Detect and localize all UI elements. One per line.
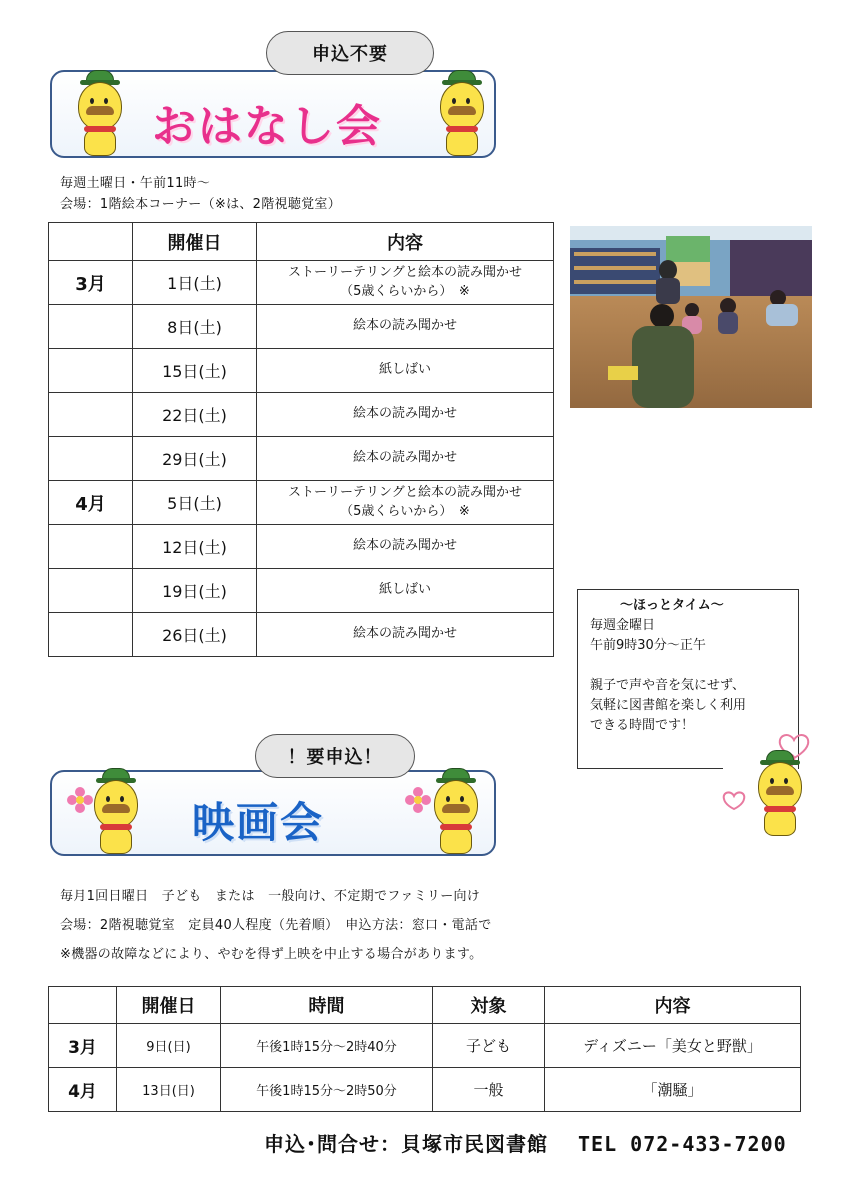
header-month <box>49 987 117 1024</box>
row-month <box>49 393 133 437</box>
row-date: 8日(土) <box>133 305 257 349</box>
mascot-eiga-left-icon <box>88 768 144 858</box>
eiga-table <box>48 986 801 1112</box>
row-month: 3月 <box>49 1024 117 1068</box>
row-date: 5日(土) <box>133 481 257 525</box>
row-content <box>257 261 554 305</box>
row-time: 午後1時15分～2時40分 <box>221 1024 433 1068</box>
row-content: ディズニー「美女と野獣」 <box>545 1024 801 1068</box>
row-content: 紙しばい <box>257 349 554 393</box>
ohanashi-info <box>60 174 341 216</box>
row-date: 12日(土) <box>133 525 257 569</box>
row-date: 9日(日) <box>117 1024 221 1068</box>
hot-time-title: ～ほっとタイム～ <box>620 598 724 613</box>
table-row <box>49 481 554 525</box>
row-content: 絵本の読み聞かせ <box>257 437 554 481</box>
eiga-title: 映画会 <box>192 798 325 847</box>
row-month <box>49 305 133 349</box>
mascot-right-icon <box>434 70 490 160</box>
table-header-row <box>49 987 801 1024</box>
storytelling-photo <box>570 226 812 408</box>
row-date: 13日(日) <box>117 1068 221 1112</box>
hot-time-desc-3: できる時間です！ <box>590 718 695 733</box>
table-row <box>49 349 554 393</box>
row-date: 1日(土) <box>133 261 257 305</box>
table-row <box>49 393 554 437</box>
row-content: 絵本の読み聞かせ <box>257 525 554 569</box>
contact-footer <box>264 1128 787 1157</box>
row-target: 一般 <box>433 1068 545 1112</box>
table-row <box>49 613 554 657</box>
header-content: 内容 <box>545 987 801 1024</box>
ohanashi-schedule: 毎週土曜日・午前11時～ <box>60 176 211 191</box>
row-target: 子ども <box>433 1024 545 1068</box>
row-date: 26日(土) <box>133 613 257 657</box>
ohanashi-banner <box>50 70 496 158</box>
row-date: 19日(土) <box>133 569 257 613</box>
hot-time-day: 毎週金曜日 <box>590 618 656 633</box>
row-time: 午後1時15分～2時50分 <box>221 1068 433 1112</box>
no-application-badge: 申込不要 <box>266 31 434 75</box>
row-month: 4月 <box>49 481 133 525</box>
row-date: 29日(土) <box>133 437 257 481</box>
mascot-eiga-right-icon <box>428 768 484 858</box>
header-date: 開催日 <box>133 223 257 261</box>
table-row <box>49 525 554 569</box>
eiga-banner <box>50 770 496 856</box>
row-month <box>49 437 133 481</box>
content-sub: （5歳くらいから） ※ <box>340 503 470 519</box>
phone-number: TEL 072-433-7200 <box>578 1132 787 1156</box>
row-month <box>49 349 133 393</box>
eiga-line-1: 毎月1回日曜日 子ども または 一般向け、不定期でファミリー向け <box>60 889 481 904</box>
hot-time-desc-2: 気軽に図書館を楽しく利用 <box>590 698 747 713</box>
row-content: 絵本の読み聞かせ <box>257 305 554 349</box>
content-main: ストーリーテリングと絵本の読み聞かせ <box>287 484 522 500</box>
row-month <box>49 569 133 613</box>
row-date: 15日(土) <box>133 349 257 393</box>
mascot-left-icon <box>72 70 128 160</box>
row-month <box>49 613 133 657</box>
row-content <box>257 481 554 525</box>
contact-label: 申込･問合せ：貝塚市民図書館 <box>264 1132 548 1156</box>
table-row <box>49 1068 801 1112</box>
row-month <box>49 525 133 569</box>
row-date: 22日(土) <box>133 393 257 437</box>
row-content: 絵本の読み聞かせ <box>257 393 554 437</box>
ohanashi-table <box>48 222 554 657</box>
row-month: 4月 <box>49 1068 117 1112</box>
row-content: 紙しばい <box>257 569 554 613</box>
application-required-badge: ！要申込！ <box>255 734 415 778</box>
ohanashi-title: おはなし会 <box>152 101 382 152</box>
header-content: 内容 <box>257 223 554 261</box>
eiga-line-2: 会場：2階視聴覚室 定員40人程度（先着順） 申込方法：窓口・電話で <box>60 918 492 933</box>
content-sub: （5歳くらいから） ※ <box>340 283 470 299</box>
eiga-line-3: ※機器の故障などにより、やむを得ず上映を中止する場合があります。 <box>60 947 483 962</box>
row-month: 3月 <box>49 261 133 305</box>
hot-time-desc-1: 親子で声や音を気にせず、 <box>590 678 745 693</box>
hot-time-hours: 午前9時30分～正午 <box>590 638 706 653</box>
content-main: ストーリーテリングと絵本の読み聞かせ <box>287 264 522 280</box>
mascot-hearts-icon <box>752 750 808 840</box>
header-month <box>49 223 133 261</box>
photo-illustration <box>570 226 812 408</box>
header-target: 対象 <box>433 987 545 1024</box>
row-content: 「潮騒」 <box>545 1068 801 1112</box>
table-row <box>49 569 554 613</box>
row-content: 絵本の読み聞かせ <box>257 613 554 657</box>
table-row <box>49 1024 801 1068</box>
table-row <box>49 261 554 305</box>
ohanashi-venue: 会場：1階絵本コーナー（※は、2階視聴覚室） <box>60 196 342 212</box>
eiga-info <box>60 882 492 969</box>
header-time: 時間 <box>221 987 433 1024</box>
table-row <box>49 437 554 481</box>
header-date: 開催日 <box>117 987 221 1024</box>
table-row <box>49 305 554 349</box>
table-header-row <box>49 223 554 261</box>
